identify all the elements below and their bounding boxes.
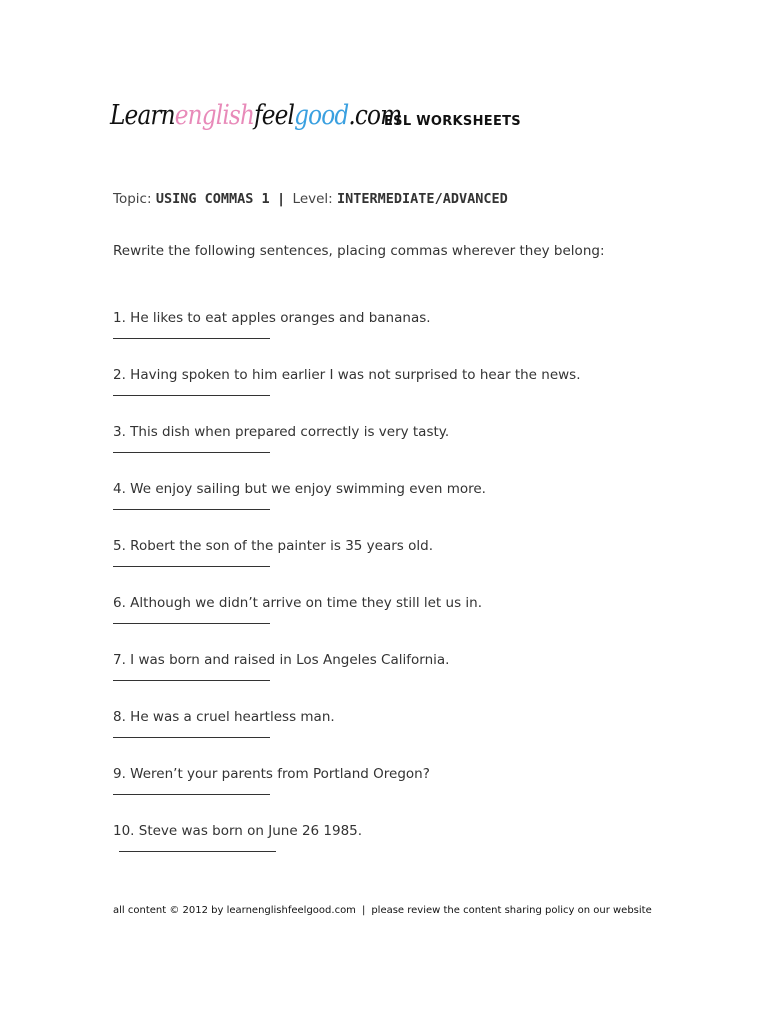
question-text: 8. He was a cruel heartless man.: [113, 709, 335, 725]
question-list: [113, 309, 713, 879]
answer-line: [113, 566, 270, 567]
footer-notice: [113, 905, 652, 916]
logo-part-learn: Learn: [110, 100, 175, 131]
question-text: 2. Having spoken to him earlier I was not surprised to hear the news.: [113, 367, 581, 383]
topic-label: Topic:: [113, 191, 152, 207]
question-text: 3. This dish when prepared correctly is very tasty.: [113, 424, 450, 440]
footer-separator: |: [361, 905, 366, 916]
question-item: [113, 480, 713, 537]
question-item: [113, 765, 713, 822]
question-text: 6. Although we didn’t arrive on time they still let us in.: [113, 595, 482, 611]
sheet-type-title: ESL WORKSHEETS: [384, 114, 521, 129]
answer-line: [113, 623, 270, 624]
instructions-text: Rewrite the following sentences, placing commas wherever they belong:: [113, 243, 605, 259]
logo-part-feel: feel: [254, 100, 295, 131]
question-text: 9. Weren’t your parents from Portland Oregon?: [113, 766, 430, 782]
question-text: 10. Steve was born on June 26 1985.: [113, 823, 363, 839]
question-item: [113, 594, 713, 651]
question-item: [113, 423, 713, 480]
answer-line: [113, 452, 270, 453]
question-item: [113, 366, 713, 423]
footer-copyright: all content © 2012 by learnenglishfeelgood.com: [113, 905, 356, 916]
answer-line: [113, 509, 270, 510]
answer-line: [113, 395, 270, 396]
level-label: Level:: [292, 191, 333, 207]
answer-line: [113, 794, 270, 795]
logo-part-com: .com: [348, 100, 402, 131]
question-item: [113, 822, 713, 879]
footer-policy-text: please review the content sharing policy on our website: [371, 905, 652, 916]
question-item: [113, 708, 713, 765]
meta-separator: |: [278, 191, 284, 207]
question-item: [113, 537, 713, 594]
topic-value: USING COMMAS 1: [155, 191, 270, 207]
answer-line: [113, 737, 270, 738]
question-text: 4. We enjoy sailing but we enjoy swimming even more.: [113, 481, 486, 497]
answer-line: [113, 680, 270, 681]
question-item: [113, 309, 713, 366]
site-logo: [110, 100, 401, 131]
topic-level-line: [113, 191, 508, 207]
logo-part-english: english: [174, 100, 255, 131]
answer-line: [119, 851, 276, 852]
question-text: 5. Robert the son of the painter is 35 years old.: [113, 538, 433, 554]
level-value: INTERMEDIATE/ADVANCED: [337, 191, 508, 207]
answer-line: [113, 338, 270, 339]
worksheet-header: [110, 100, 670, 142]
logo-part-good: good: [294, 100, 349, 131]
question-text: 1. He likes to eat apples oranges and bananas.: [113, 310, 431, 326]
question-text: 7. I was born and raised in Los Angeles California.: [113, 652, 450, 668]
question-item: [113, 651, 713, 708]
